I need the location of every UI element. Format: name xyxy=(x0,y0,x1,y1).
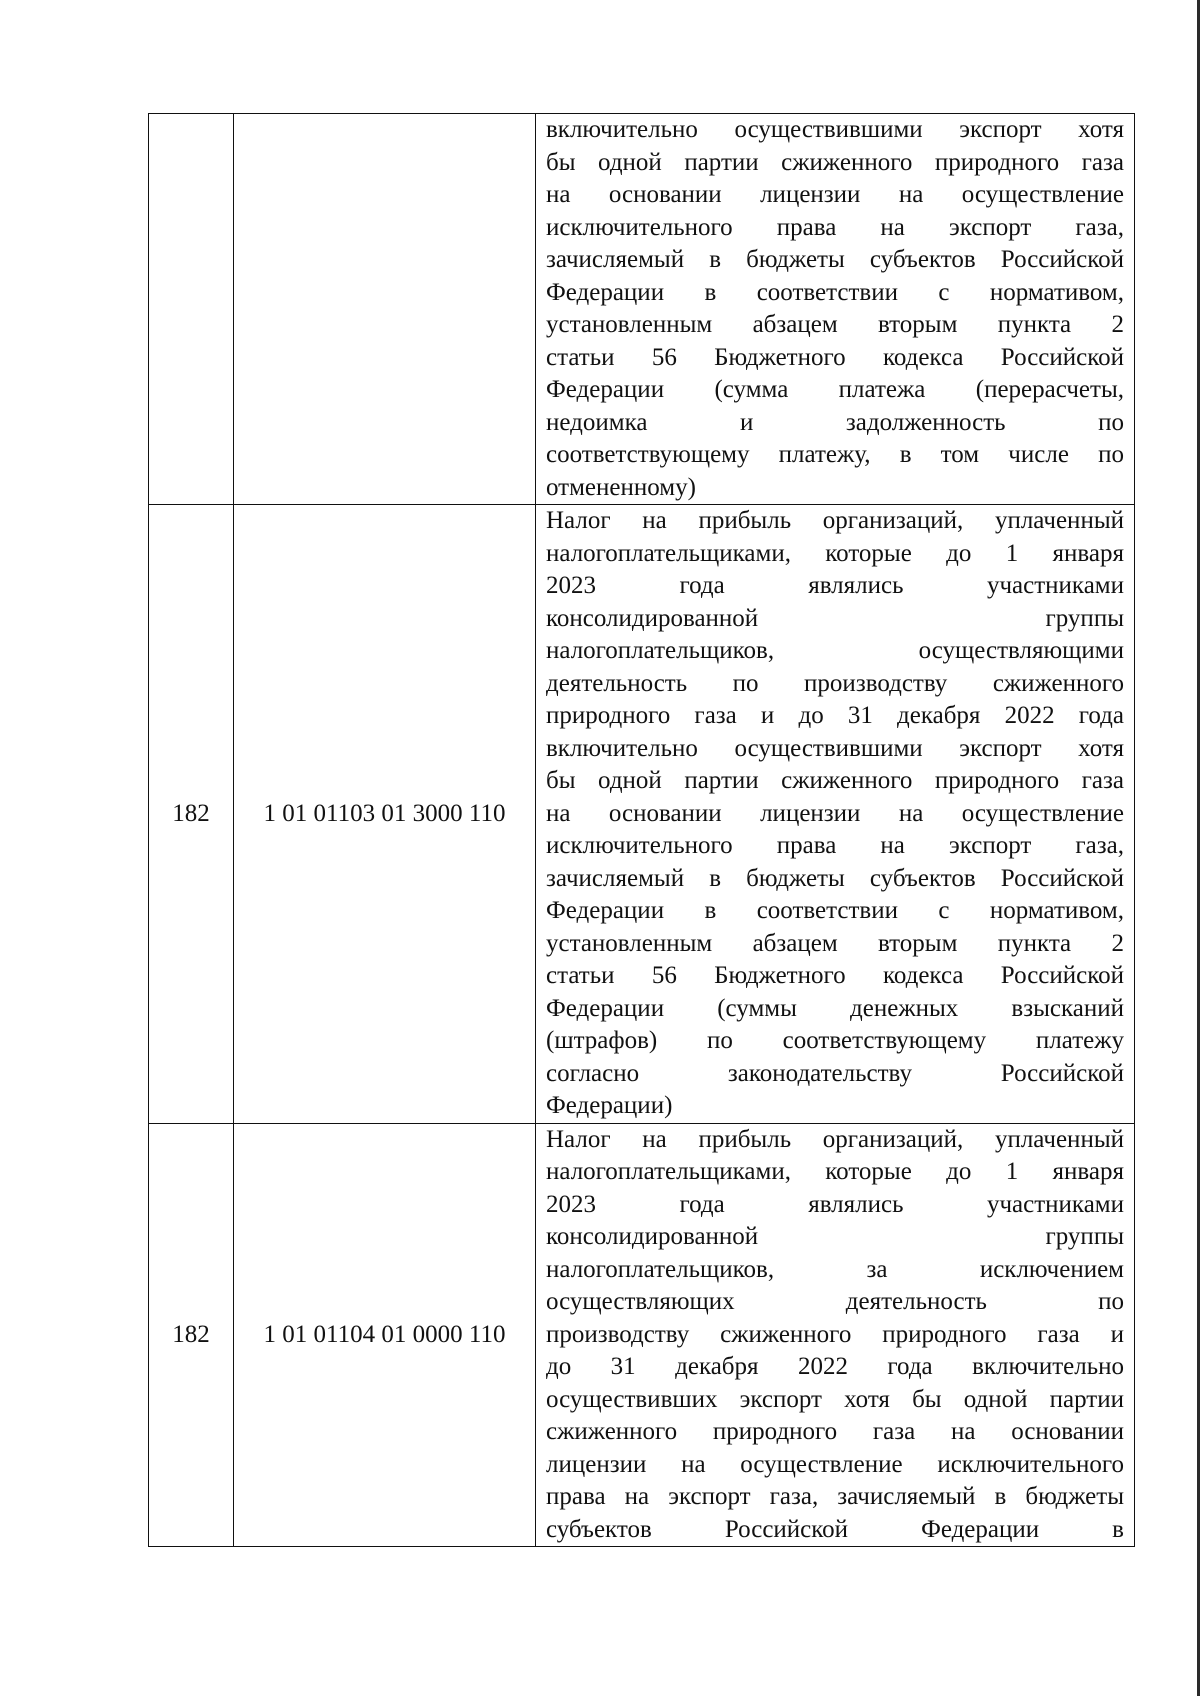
income-name-line: Налог на прибыль организаций, уплаченный xyxy=(546,507,1124,534)
income-name-line: зачисляемый в бюджеты субъектов Российской xyxy=(546,246,1124,273)
income-name-line: налогоплательщиков, за исключением xyxy=(546,1255,1124,1283)
income-name-cell xyxy=(536,1123,1135,1547)
budget-code-cell xyxy=(234,114,536,505)
table-body xyxy=(149,114,1135,1547)
income-name-line: права на экспорт газа, зачисляемый в бюджеты xyxy=(546,1483,1124,1510)
income-name-line: соответствующему платежу, в том числе по xyxy=(546,441,1124,468)
income-name-line: производству сжиженного природного газа и xyxy=(546,1320,1124,1348)
income-name-line: (штрафов) по соответствующему платежу xyxy=(546,1027,1124,1054)
admin-code-cell xyxy=(149,114,234,505)
income-name-line: Налог на прибыль организаций, уплаченный xyxy=(546,1125,1124,1153)
income-name-line: налогоплательщиками, которые до 1 января xyxy=(546,1158,1124,1185)
table-row xyxy=(149,1123,1135,1547)
income-name-line: исключительного права на экспорт газа, xyxy=(546,832,1124,859)
income-name-line: осуществляющих деятельность по xyxy=(546,1288,1124,1315)
income-name-line: установленным абзацем вторым пункта 2 xyxy=(546,929,1124,957)
income-name-line: согласно законодательству Российской xyxy=(546,1059,1124,1087)
income-name-line: установленным абзацем вторым пункта 2 xyxy=(546,311,1124,338)
budget-code-cell: 1 01 01103 01 3000 110 xyxy=(234,505,536,1124)
income-name-line: недоимка и задолженность по xyxy=(546,408,1124,436)
income-name-line: включительно осуществившими экспорт хотя xyxy=(546,116,1124,143)
income-name-line: включительно осуществившими экспорт хотя xyxy=(546,734,1124,762)
income-name-cell xyxy=(536,505,1135,1124)
income-name-line: лицензии на осуществление исключительного xyxy=(546,1450,1124,1478)
income-name-line: консолидированной группы xyxy=(546,604,1124,632)
income-name-line: природного газа и до 31 декабря 2022 года xyxy=(546,702,1124,729)
income-name-line: 2023 года являлись участниками xyxy=(546,572,1124,599)
income-name-line: бы одной партии сжиженного природного газа xyxy=(546,148,1124,176)
table-row xyxy=(149,505,1135,1124)
income-name-line: бы одной партии сжиженного природного газа xyxy=(546,767,1124,794)
income-name-line: на основании лицензии на осуществление xyxy=(546,181,1124,208)
income-name-line: Федерации в соответствии с нормативом, xyxy=(546,897,1124,924)
income-name-line: Федерации в соответствии с нормативом, xyxy=(546,278,1124,306)
income-name-line: налогоплательщиков, осуществляющими xyxy=(546,637,1124,664)
income-name-line: Федерации (суммы денежных взысканий xyxy=(546,994,1124,1022)
income-name-line: Федерации (сумма платежа (перерасчеты, xyxy=(546,376,1124,403)
income-name-line: консолидированной группы xyxy=(546,1223,1124,1250)
budget-code-cell: 1 01 01104 01 0000 110 xyxy=(234,1123,536,1547)
income-name-cell xyxy=(536,114,1135,505)
admin-code-cell: 182 xyxy=(149,1123,234,1547)
budget-codes-table xyxy=(148,113,1135,1547)
income-name-line: зачисляемый в бюджеты субъектов Российской xyxy=(546,864,1124,892)
income-name-line: до 31 декабря 2022 года включительно xyxy=(546,1353,1124,1380)
income-name-line: сжиженного природного газа на основании xyxy=(546,1418,1124,1445)
income-name-line: на основании лицензии на осуществление xyxy=(546,799,1124,827)
income-name-line: осуществивших экспорт хотя бы одной партии xyxy=(546,1385,1124,1413)
income-name-line: деятельность по производству сжиженного xyxy=(546,669,1124,697)
income-name-line: субъектов Российской Федерации в xyxy=(546,1515,1124,1543)
admin-code-cell: 182 xyxy=(149,505,234,1124)
income-name-line: 2023 года являлись участниками xyxy=(546,1190,1124,1218)
income-name-line: налогоплательщиками, которые до 1 января xyxy=(546,539,1124,567)
income-name-line: статьи 56 Бюджетного кодекса Российской xyxy=(546,343,1124,371)
table-row xyxy=(149,114,1135,505)
income-name-line: исключительного права на экспорт газа, xyxy=(546,213,1124,241)
income-name-line: отмененному) xyxy=(546,473,696,501)
income-name-line: Федерации) xyxy=(546,1092,673,1119)
income-name-line: статьи 56 Бюджетного кодекса Российской xyxy=(546,962,1124,989)
